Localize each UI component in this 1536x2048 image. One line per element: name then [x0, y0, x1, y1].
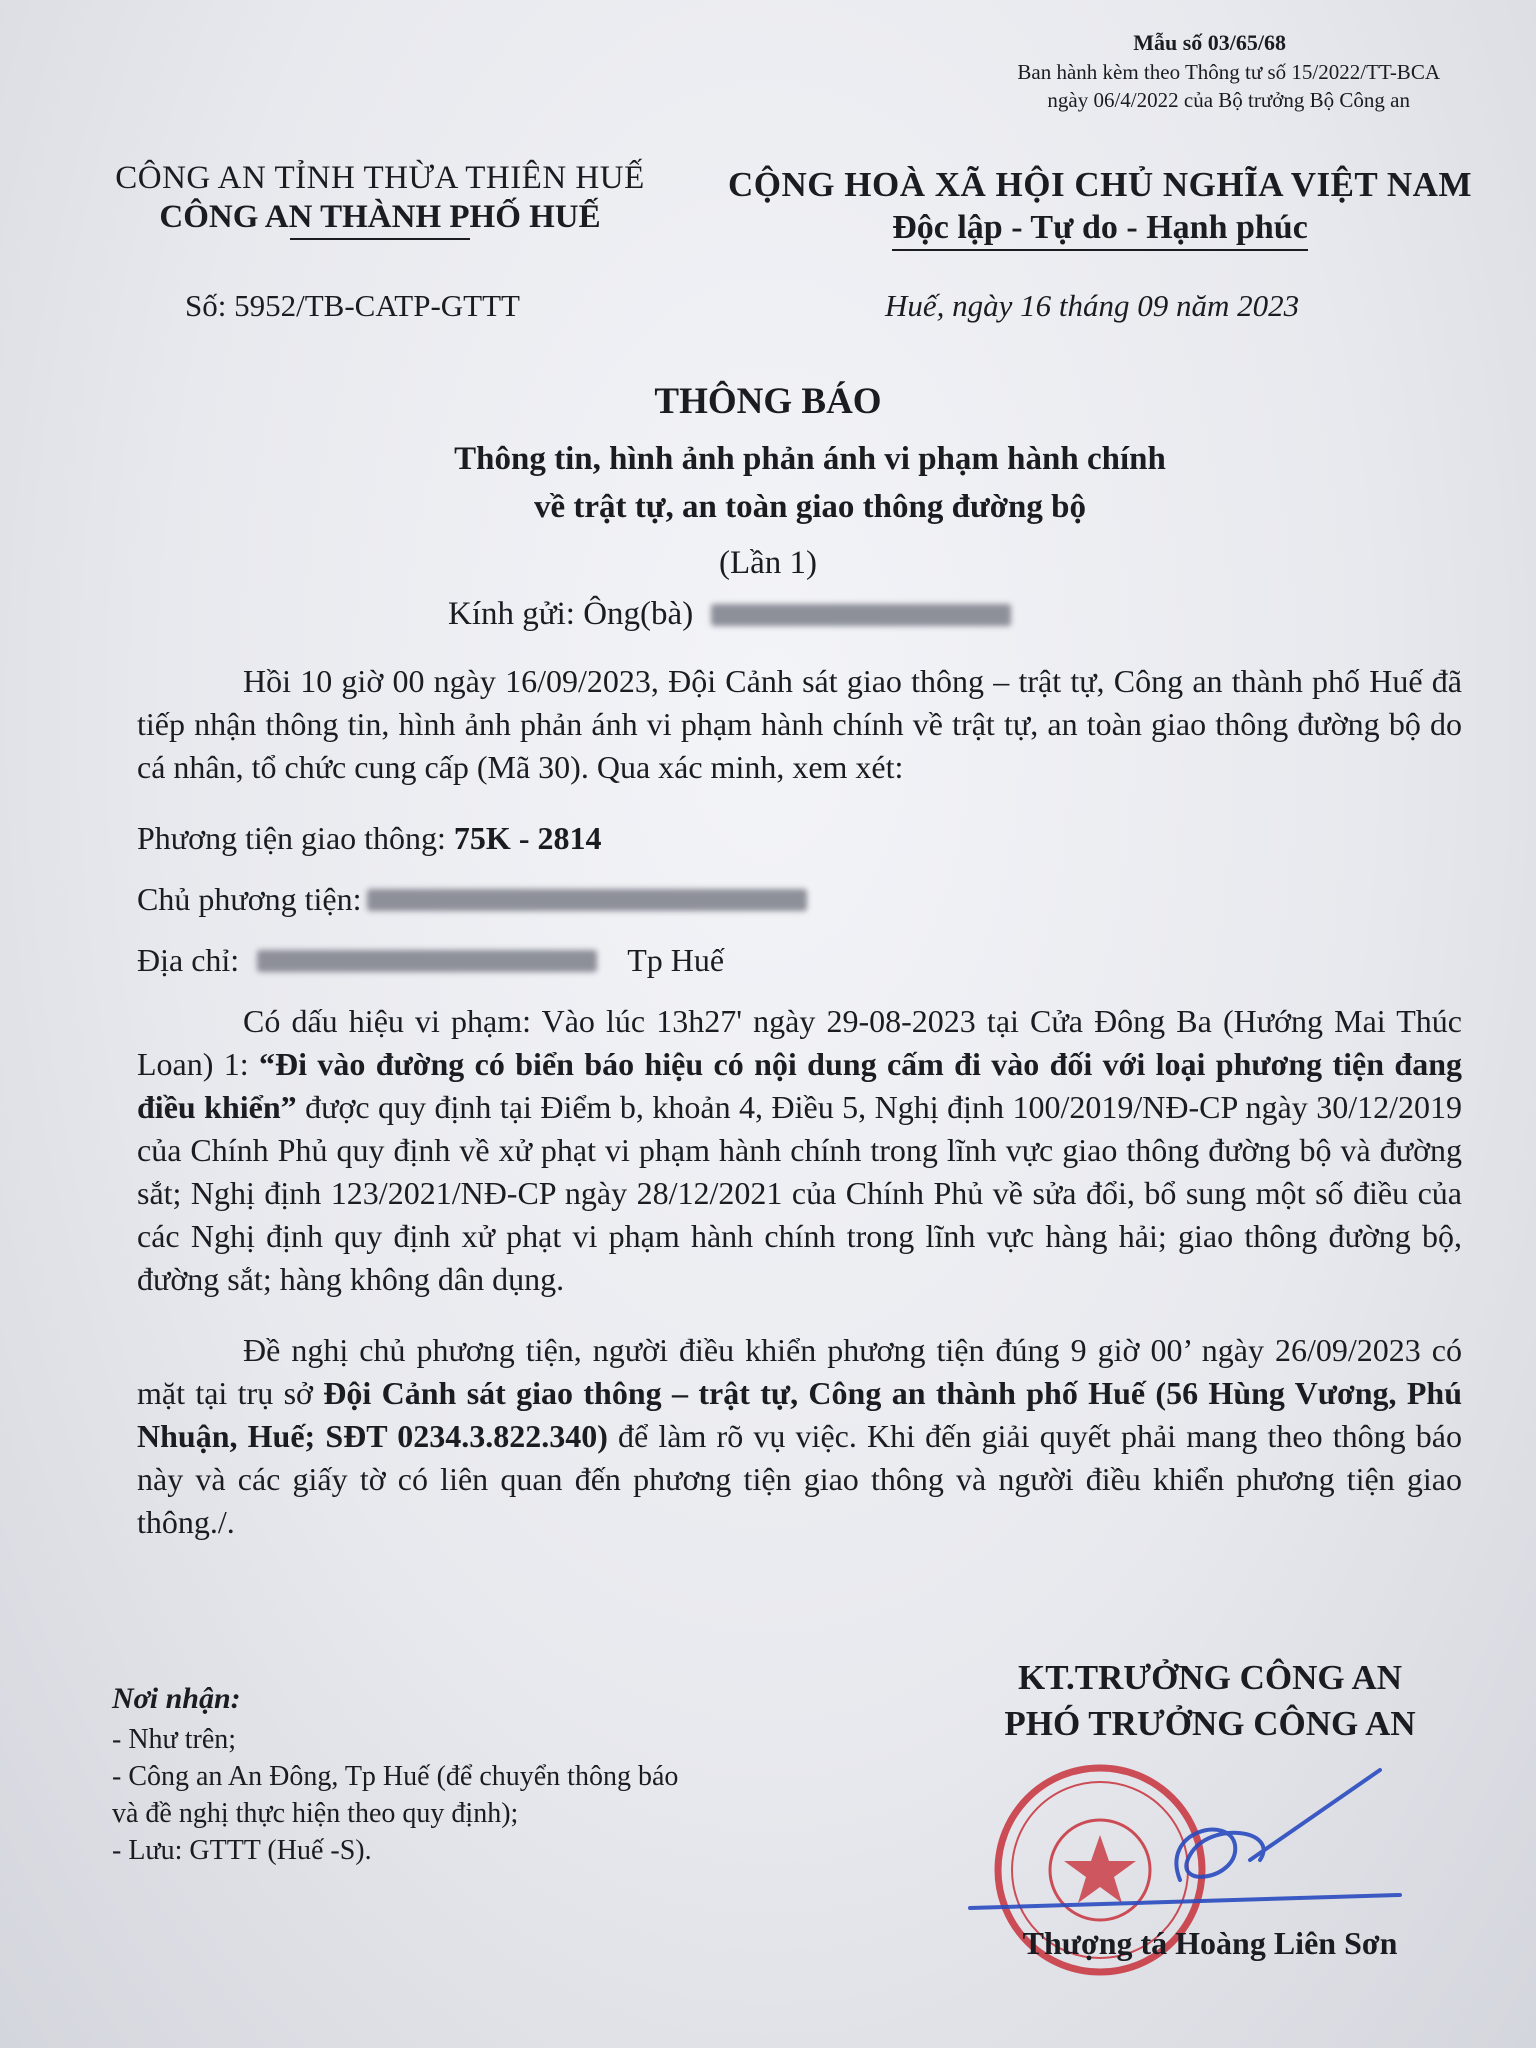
- address-city: Tp Huế: [627, 942, 725, 978]
- form-issued-line2: ngày 06/4/2022 của Bộ trưởng Bộ Công an: [1047, 88, 1410, 112]
- subtitle-line2: về trật tự, an toàn giao thông đường bộ: [533, 489, 1086, 525]
- intro-paragraph: Hồi 10 giờ 00 ngày 16/09/2023, Đội Cảnh sát giao thông – trật tự, Công an thành phố Huế đã tiếp nhận thông tin, hình ảnh phản ánh vi phạm hành chính về trật tự, an toàn giao thông đường bộ do cá nhân, tổ chức cung cấp (Mã 30). Qua xác minh, xem xét:: [137, 663, 1462, 785]
- request-instructions: để làm rõ vụ việc. Khi đến giải quyết phải mang theo thông báo này và các giấy tờ có liên quan đến phương tiện giao thông và người điều khiển phương tiện giao thông./.: [137, 1418, 1463, 1540]
- document-date: Huế, ngày 16 tháng 09 năm 2023: [885, 288, 1300, 323]
- owner-label: Chủ phương tiện:: [137, 881, 362, 917]
- signer-name: Thượng tá Hoàng Liên Sơn: [1022, 1925, 1398, 1961]
- request-location: Đội Cảnh sát giao thông – trật tự, Công an thành phố Huế (56 Hùng Vương, Phú Nhuận, Huế; SĐT 0234.3.822.340): [137, 1375, 1463, 1454]
- agency-name: CÔNG AN THÀNH PHỐ HUẾ: [159, 199, 601, 235]
- address-line: [137, 939, 1462, 982]
- notice-round: (Lần 1): [718, 545, 818, 581]
- recipient-line: [448, 596, 1011, 633]
- address-label: Địa chỉ:: [137, 942, 240, 978]
- country-name: CỘNG HOÀ XÃ HỘI CHỦ NGHĨA VIỆT NAM: [728, 165, 1472, 204]
- vehicle-plate: 75K - 2814: [453, 820, 602, 856]
- request-intro: Đề nghị chủ phương tiện, người điều khiển phương tiện đúng 9 giờ 00’ ngày 26/09/2023 có mặt tại trụ sở: [137, 1332, 1462, 1411]
- form-issued-note: [1017, 58, 1440, 114]
- violation-paragraph: [137, 1000, 1462, 1301]
- violation-description: “Đi vào đường có biển báo hiệu có nội dung cấm đi vào đối với loại phương tiện đang điều khiển”: [137, 1046, 1463, 1125]
- violation-legal-basis: được quy định tại Điểm b, khoản 4, Điều 5, Nghị định 100/2019/NĐ-CP ngày 30/12/2019 của Chính Phủ quy định về xử phạt vi phạm hành chính trong lĩnh vực giao thông đường bộ và đường sắt; Nghị định 123/2021/NĐ-CP ngày 28/12/2021 của Chính Phủ về sửa đổi, bổ sung một số điều của các Nghị định quy định xử phạt vi phạm hành chính trong lĩnh vực hàng hải; giao thông đường bộ, đường sắt; hàng không dân dụng.: [137, 1089, 1462, 1297]
- agency-underline: [290, 238, 470, 240]
- document-body: [137, 660, 1462, 1544]
- subtitle-line1: Thông tin, hình ảnh phản ánh vi phạm hành chính: [454, 441, 1166, 477]
- agency-parent: CÔNG AN TỈNH THỪA THIÊN HUẾ: [115, 160, 645, 196]
- document-title: THÔNG BÁO: [654, 381, 882, 422]
- recipient-item: - Lưu: GTTT (Huế -S).: [112, 1835, 372, 1866]
- signatory-role-line1: KT.TRƯỞNG CÔNG AN: [1017, 1658, 1403, 1697]
- vehicle-line: [137, 817, 1462, 860]
- document-subtitle: [200, 435, 1420, 531]
- form-issued-line1: Ban hành kèm theo Thông tư số 15/2022/TT-BCA: [1017, 60, 1440, 84]
- recipient-label: Kính gửi: Ông(bà): [448, 596, 694, 632]
- signatory-role-line2: PHÓ TRƯỞNG CÔNG AN: [1004, 1704, 1416, 1743]
- violation-intro: Có dấu hiệu vi phạm: Vào lúc 13h27' ngày 29-08-2023 tại Cửa Đông Ba (Hướng Mai Thúc Loan) 1:: [137, 1003, 1462, 1082]
- request-paragraph: [137, 1329, 1462, 1544]
- redacted-recipient-name: [711, 604, 1011, 626]
- redacted-address: [257, 950, 597, 972]
- national-header: [720, 165, 1480, 251]
- document-number: Số: 5952/TB-CATP-GTTT: [185, 288, 520, 323]
- vehicle-label: Phương tiện giao thông:: [137, 820, 446, 856]
- owner-line: [137, 878, 1462, 921]
- recipient-item: và đề nghị thực hiện theo quy định);: [112, 1798, 519, 1829]
- national-motto: Độc lập - Tự do - Hạnh phúc: [892, 209, 1308, 251]
- recipients-block: [112, 1680, 678, 1869]
- redacted-owner-name: [367, 889, 807, 911]
- form-code: Mẫu số 03/65/68: [1133, 30, 1286, 55]
- recipient-item: - Công an An Đông, Tp Huế (để chuyển thông báo: [112, 1761, 679, 1792]
- issuing-agency: [80, 160, 680, 240]
- recipient-item: - Như trên;: [112, 1724, 237, 1755]
- handwritten-signature: [960, 1720, 1460, 1920]
- recipients-heading: Nơi nhận:: [112, 1682, 241, 1715]
